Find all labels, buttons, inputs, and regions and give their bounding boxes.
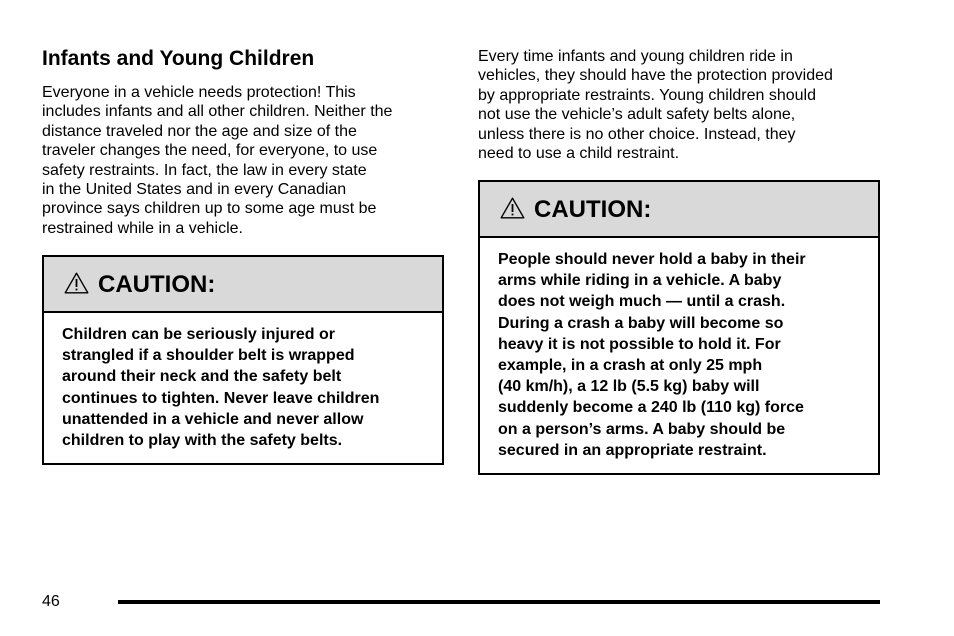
section-heading: Infants and Young Children — [42, 47, 315, 70]
warning-triangle-icon — [500, 197, 525, 219]
caution-title: CAUTION: — [534, 196, 652, 223]
caution-box-shoulder-belt — [42, 255, 444, 465]
caution-box-holding-baby — [478, 180, 880, 475]
caution-header — [44, 257, 442, 313]
restraint-paragraph: Every time infants and young children ride in vehicles, they should have the protection provided by appropriate restraints. Young children should not use the vehicle’s adult safety belts alone, unless there is no other choice. Instead, they need to use a child restraint. — [478, 48, 833, 163]
caution-header — [480, 182, 878, 238]
intro-paragraph: Everyone in a vehicle needs protection! This includes infants and all other children. Neither the distance traveled nor the age and size of the traveler changes the need, for everyone, to use safety restraints. In fact, the law in every state in the United States and in every Canadian province says children up to some age must be restrained while in a vehicle. — [42, 84, 393, 237]
caution-text: People should never hold a baby in their arms while riding in a vehicle. A baby does not weigh much — until a crash. During a crash a baby will become so heavy it is not possible to hold it. For example, in a crash at only 25 mph (40 km/h), a 12 lb (5.5 kg) baby will suddenly become a 240 lb (110 kg) force on a person’s arms. A baby should be secured in an appropriate restraint. — [498, 251, 806, 459]
caution-title: CAUTION: — [98, 271, 216, 298]
caution-text: Children can be seriously injured or strangled if a shoulder belt is wrapped around their neck and the safety belt continues to tighten. Never leave children unattended in a vehicle and never allow children to play with the safety belts. — [62, 326, 380, 450]
page-number: 46 — [42, 593, 60, 610]
warning-triangle-icon — [64, 272, 89, 294]
footer-rule — [118, 600, 880, 604]
